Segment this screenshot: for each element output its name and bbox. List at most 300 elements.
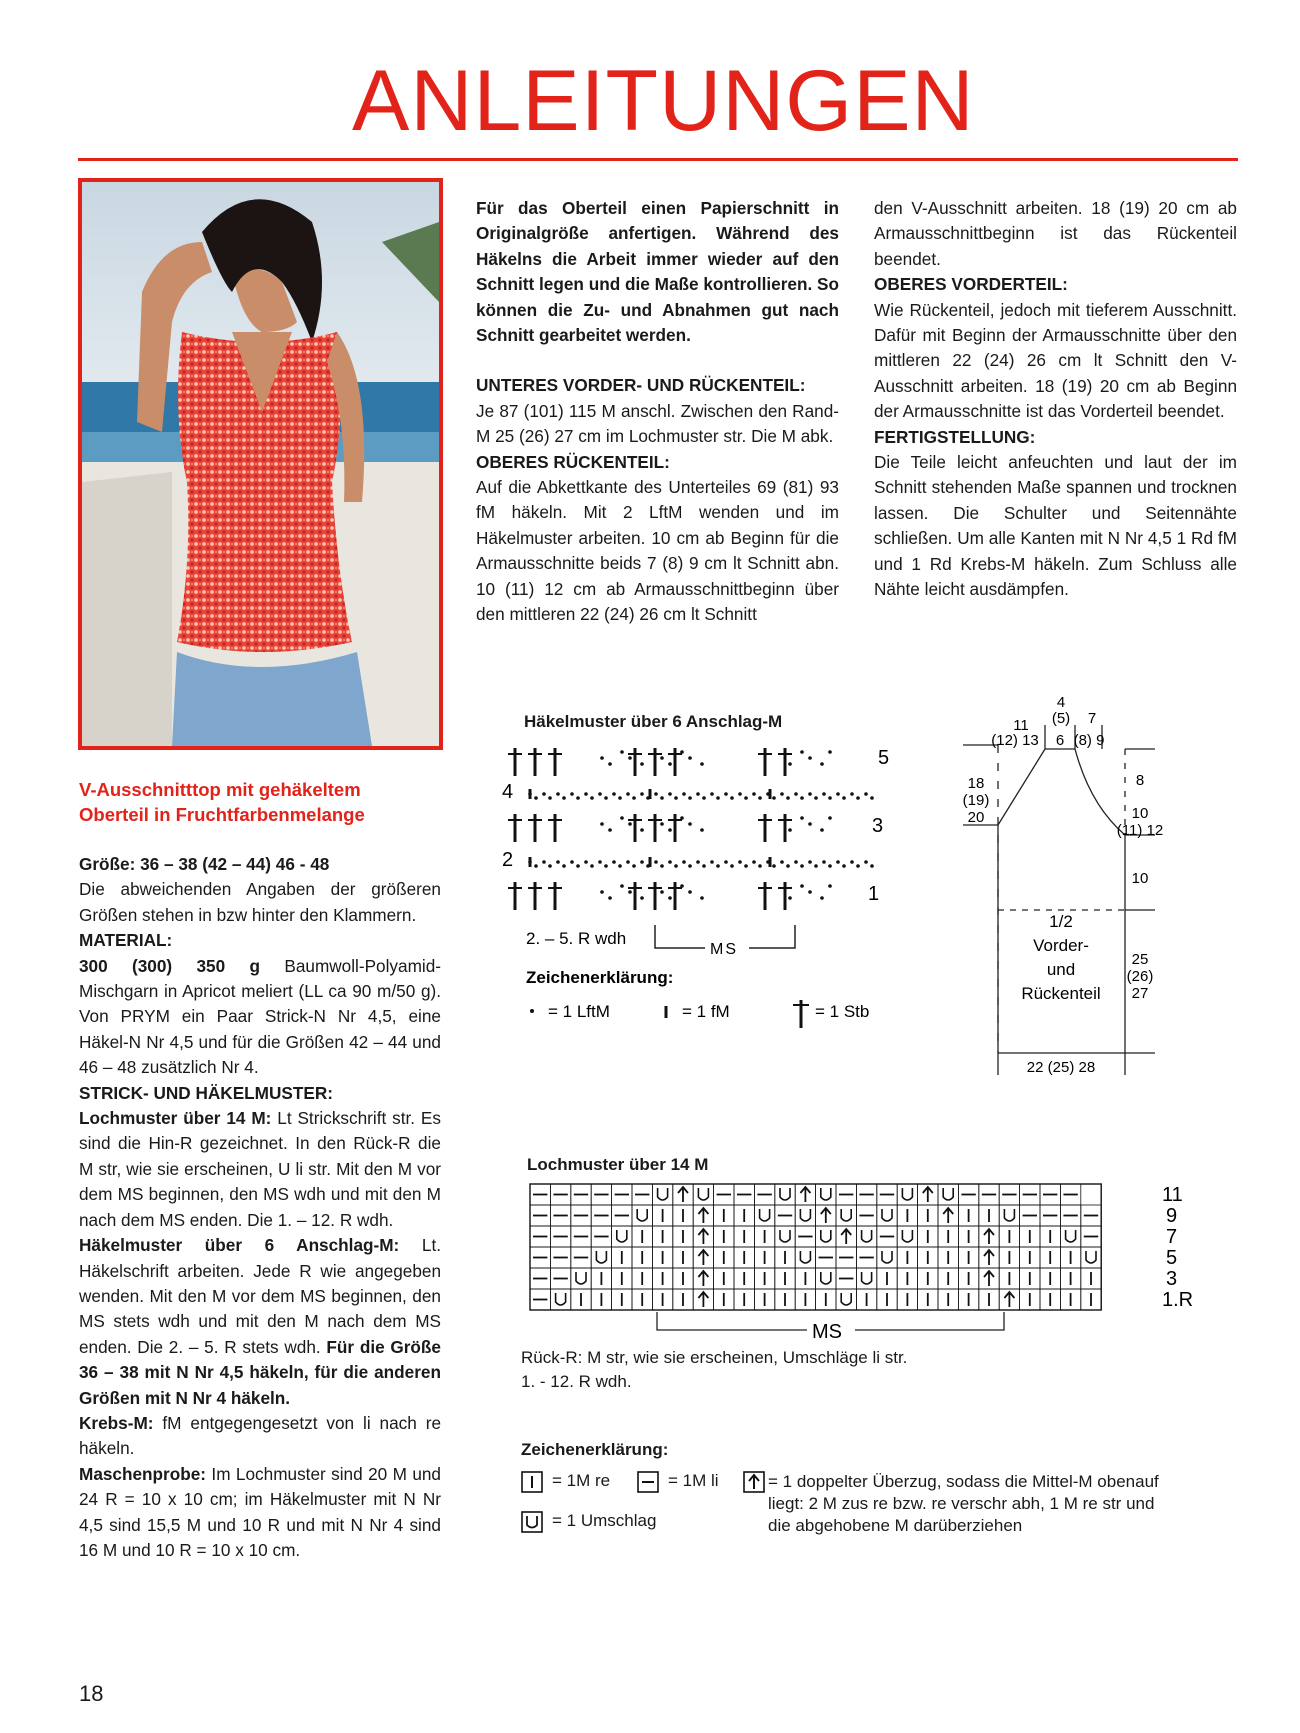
loch-chart-cell bbox=[877, 1247, 897, 1268]
chain-symbol bbox=[600, 890, 604, 894]
loch-chart-cell bbox=[632, 1205, 652, 1226]
chain-symbol bbox=[688, 864, 692, 868]
fertigstellung-heading: FERTIGSTELLUNG: bbox=[874, 426, 1036, 447]
loch-chart-cell bbox=[571, 1268, 591, 1289]
loch-chart-row-labels bbox=[1162, 1184, 1193, 1311]
chain-symbol bbox=[828, 884, 832, 888]
schnitt-label: (8) 9 bbox=[1073, 732, 1105, 749]
loch-chart-cell bbox=[1020, 1184, 1040, 1205]
loch-chart-cell bbox=[836, 1268, 856, 1289]
chain-symbol bbox=[608, 896, 612, 900]
double-crochet-symbol bbox=[548, 814, 562, 842]
chain-symbol bbox=[820, 896, 824, 900]
oberes-vorderteil-heading: OBERES VORDERTEIL: bbox=[874, 274, 1068, 295]
loch-chart-cell bbox=[1020, 1205, 1040, 1226]
loch-chart-cell bbox=[1060, 1184, 1080, 1205]
chain-symbol bbox=[808, 860, 812, 864]
page-title: ANLEITUNGEN bbox=[352, 53, 975, 149]
loch-chart-cell bbox=[714, 1226, 734, 1247]
loch-chart-cell bbox=[1060, 1205, 1080, 1226]
schnitt-label: 7 bbox=[1087, 710, 1097, 727]
chain-symbol bbox=[576, 796, 580, 800]
chain-symbol bbox=[800, 750, 804, 754]
chain-symbol bbox=[604, 864, 608, 868]
chain-symbol bbox=[752, 792, 756, 796]
chain-symbol bbox=[632, 864, 636, 868]
haekel-row-label-3: 3 bbox=[872, 815, 884, 837]
chain-symbol bbox=[612, 792, 616, 796]
loch-chart-cell bbox=[591, 1226, 611, 1247]
loch-chart-cell bbox=[754, 1205, 774, 1226]
chain-symbol bbox=[628, 756, 632, 760]
schnitt-label: (5) bbox=[1051, 710, 1071, 727]
loch-chart-cell bbox=[856, 1247, 876, 1268]
loch-chart-cell bbox=[652, 1184, 672, 1205]
loch-chart-cell bbox=[999, 1268, 1019, 1289]
material-text: Baumwoll-Polyamid-Mischgarn in Apricot meliert (LL ca 90 m/50 g). Von PRYM ein Paar Strick-N Nr 4,5, eine Häkel-N Nr 4,5 und für die Größen 42 – 44 und 46 – 48 zusätzlich Nr 4. bbox=[79, 955, 442, 1078]
loch-chart-cell bbox=[775, 1268, 795, 1289]
double-crochet-symbol bbox=[528, 814, 542, 842]
loch-chart-cell bbox=[877, 1289, 897, 1310]
loch-chart-cell bbox=[897, 1205, 917, 1226]
caption-line: Oberteil in Fruchtfarbenmelange bbox=[79, 804, 365, 825]
chain-symbol bbox=[730, 796, 734, 800]
chain-symbol bbox=[612, 860, 616, 864]
chain-symbol bbox=[870, 864, 874, 868]
double-crochet-symbol bbox=[528, 882, 542, 910]
loch-chart-cell bbox=[1081, 1247, 1101, 1268]
loch-chart-cell bbox=[612, 1289, 632, 1310]
haekel-legend-chain: = 1 LftM bbox=[548, 1002, 610, 1021]
loch-chart-cell bbox=[877, 1205, 897, 1226]
chain-symbol bbox=[828, 750, 832, 754]
chain-symbol bbox=[808, 890, 812, 894]
loch-chart-cell bbox=[550, 1268, 570, 1289]
lochmuster-label: Lochmuster über 14 M: bbox=[79, 1108, 272, 1129]
chain-symbol bbox=[780, 792, 784, 796]
schnitt-label: (11) 12 bbox=[1116, 822, 1164, 839]
haekel-row-label-5: 5 bbox=[878, 747, 890, 769]
loch-chart-cell bbox=[856, 1289, 876, 1310]
loch-chart-cell bbox=[714, 1247, 734, 1268]
krebs-label: Krebs-M: bbox=[79, 1412, 154, 1433]
schnitt-label: 10 bbox=[1131, 805, 1149, 822]
loch-chart-cell bbox=[999, 1226, 1019, 1247]
chain-symbol bbox=[668, 860, 672, 864]
haekel-row-label-2: 2 bbox=[502, 849, 514, 871]
chain-symbol bbox=[780, 860, 784, 864]
loch-chart-cell bbox=[530, 1289, 550, 1310]
loch-chart-cell bbox=[754, 1226, 774, 1247]
chain-symbol bbox=[724, 792, 728, 796]
loch-chart-cell bbox=[612, 1247, 632, 1268]
loch-chart-cell bbox=[816, 1247, 836, 1268]
haekel-row-label-4: 4 bbox=[502, 781, 514, 803]
chain-symbol bbox=[864, 792, 868, 796]
loch-chart-cell bbox=[1040, 1268, 1060, 1289]
chain-symbol bbox=[788, 762, 792, 766]
loch-chart-cell bbox=[1040, 1184, 1060, 1205]
chain-symbol bbox=[668, 762, 672, 766]
chain-symbol bbox=[674, 796, 678, 800]
chain-symbol bbox=[668, 792, 672, 796]
loch-chart-cell bbox=[877, 1184, 897, 1205]
chain-symbol bbox=[794, 860, 798, 864]
schnitt-label: 25 bbox=[1131, 951, 1149, 968]
intro-paragraph: Für das Oberteil einen Papierschnitt in Originalgröße anfertigen. Während des Häkelns die Arbeit immer wieder auf den Schnitt legen und die Maße kontrollieren. So können die Zu- und Abnahmen gut nach Schnitt gearbeitet werden. bbox=[476, 198, 839, 346]
loch-chart-cell bbox=[632, 1247, 652, 1268]
loch-chart-cell bbox=[591, 1268, 611, 1289]
loch-chart-cell bbox=[1020, 1226, 1040, 1247]
loch-chart-cell bbox=[795, 1247, 815, 1268]
chain-symbol bbox=[628, 890, 632, 894]
loch-chart-cell bbox=[652, 1289, 672, 1310]
chain-symbol bbox=[786, 796, 790, 800]
krebs-paragraph bbox=[79, 1411, 441, 1462]
double-crochet-symbol bbox=[758, 748, 772, 776]
loch-chart-cell bbox=[714, 1184, 734, 1205]
double-crochet-symbol bbox=[778, 748, 792, 776]
loch-chart-cell bbox=[979, 1226, 999, 1247]
chain-symbol bbox=[814, 864, 818, 868]
loch-chart-cell bbox=[734, 1226, 754, 1247]
chain-symbol bbox=[744, 864, 748, 868]
pattern-heading: STRICK- UND HÄKELMUSTER: bbox=[79, 1082, 333, 1103]
loch-chart-cell bbox=[571, 1205, 591, 1226]
loch-chart-cell bbox=[775, 1289, 795, 1310]
loch-legend-title: Zeichenerklärung: bbox=[521, 1440, 669, 1459]
loch-chart-cell bbox=[673, 1184, 693, 1205]
legend-purl: = 1M li bbox=[668, 1471, 719, 1490]
loch-chart-cell bbox=[591, 1184, 611, 1205]
schnitt-center: 1/2 bbox=[1049, 912, 1073, 931]
loch-note-1: Rück-R: M str, wie sie erscheinen, Umschläge li str. bbox=[521, 1348, 908, 1367]
unteres-heading: UNTERES VORDER- UND RÜCKENTEIL: bbox=[476, 375, 806, 396]
loch-chart-cell bbox=[754, 1289, 774, 1310]
chain-symbol bbox=[850, 860, 854, 864]
chain-symbol bbox=[696, 860, 700, 864]
chain-symbol bbox=[800, 884, 804, 888]
legend-yarn-over: = 1 Umschlag bbox=[552, 1511, 657, 1530]
chain-symbol bbox=[640, 860, 644, 864]
loch-chart-cell bbox=[612, 1268, 632, 1289]
loch-chart-cell bbox=[958, 1289, 978, 1310]
haekelmuster-paragraph bbox=[79, 1233, 441, 1411]
loch-chart-cell bbox=[958, 1268, 978, 1289]
chain-symbol bbox=[626, 860, 630, 864]
loch-chart-cell bbox=[530, 1226, 550, 1247]
loch-chart-cell bbox=[836, 1205, 856, 1226]
chain-symbol bbox=[788, 896, 792, 900]
chain-symbol bbox=[688, 890, 692, 894]
loch-chart-cell bbox=[632, 1289, 652, 1310]
chain-symbol bbox=[570, 860, 574, 864]
loch-chart-cell bbox=[734, 1289, 754, 1310]
double-crochet-symbol bbox=[628, 748, 642, 776]
chain-symbol bbox=[660, 890, 664, 894]
yarn-over-icon bbox=[522, 1512, 542, 1532]
loch-chart-cell bbox=[693, 1226, 713, 1247]
middle-column bbox=[476, 196, 839, 628]
loch-chart-cell bbox=[673, 1205, 693, 1226]
loch-chart-cell bbox=[714, 1268, 734, 1289]
double-crochet-symbol bbox=[758, 882, 772, 910]
loch-chart-cell bbox=[550, 1247, 570, 1268]
schnitt-outline bbox=[963, 725, 1155, 1075]
chain-symbol bbox=[556, 860, 560, 864]
chain-symbol bbox=[738, 792, 742, 796]
chain-symbol bbox=[548, 796, 552, 800]
chain-symbol bbox=[534, 864, 538, 868]
loch-note-2: 1. - 12. R wdh. bbox=[521, 1372, 632, 1391]
chain-symbol bbox=[814, 796, 818, 800]
loch-chart-cell bbox=[897, 1247, 917, 1268]
krebs-text: fM entgegengesetzt von li nach re häkeln. bbox=[79, 1412, 441, 1459]
chain-symbol bbox=[864, 860, 868, 864]
maschenprobe-paragraph bbox=[79, 1462, 441, 1564]
loch-chart-cell bbox=[693, 1289, 713, 1310]
double-crochet-symbol bbox=[648, 814, 662, 842]
material-heading: MATERIAL: bbox=[79, 930, 173, 951]
haekel-ms-label: MS bbox=[710, 941, 738, 958]
chain-symbol bbox=[836, 860, 840, 864]
chain-symbol bbox=[674, 864, 678, 868]
loch-chart-cell bbox=[673, 1268, 693, 1289]
haekel-legend-title: Zeichenerklärung: bbox=[526, 968, 674, 987]
schnitt-label: (26) bbox=[1126, 968, 1154, 985]
chain-symbol bbox=[618, 864, 622, 868]
chain-symbol bbox=[668, 896, 672, 900]
loch-chart-cell bbox=[652, 1268, 672, 1289]
double-crochet-symbol bbox=[628, 814, 642, 842]
loch-chart-cell bbox=[897, 1268, 917, 1289]
purl-stitch-icon bbox=[638, 1472, 658, 1492]
schnitt-label: (12) 13 bbox=[991, 732, 1039, 749]
page-number: 18 bbox=[79, 1681, 104, 1706]
chain-symbol bbox=[660, 796, 664, 800]
double-crochet-symbol bbox=[668, 882, 682, 910]
schnitt-label: 20 bbox=[967, 809, 985, 826]
loch-row-label: 9 bbox=[1166, 1205, 1178, 1227]
loch-chart-cell bbox=[775, 1247, 795, 1268]
chain-symbol bbox=[820, 828, 824, 832]
chain-symbol bbox=[772, 796, 776, 800]
loch-chart-cell bbox=[1040, 1247, 1060, 1268]
loch-row-label: 7 bbox=[1166, 1226, 1178, 1248]
chain-symbol bbox=[608, 762, 612, 766]
loch-chart-cell bbox=[734, 1184, 754, 1205]
loch-chart-cell bbox=[1020, 1268, 1040, 1289]
chain-symbol bbox=[828, 864, 832, 868]
loch-chart-cell bbox=[836, 1226, 856, 1247]
chain-symbol bbox=[716, 864, 720, 868]
schnitt-label: 18 bbox=[967, 775, 985, 792]
loch-chart-cell bbox=[816, 1268, 836, 1289]
loch-chart-cell bbox=[979, 1268, 999, 1289]
chain-symbol bbox=[744, 796, 748, 800]
loch-chart-cell bbox=[1060, 1226, 1080, 1247]
chain-symbol bbox=[800, 864, 804, 868]
loch-chart-cell bbox=[958, 1247, 978, 1268]
loch-chart-cell bbox=[775, 1226, 795, 1247]
loch-chart-cell bbox=[652, 1205, 672, 1226]
chain-symbol bbox=[620, 884, 624, 888]
schnitt-center: Rückenteil bbox=[1021, 984, 1101, 1003]
material-paragraph bbox=[79, 954, 441, 1081]
double-crochet-symbol bbox=[648, 748, 662, 776]
double-crochet-symbol bbox=[628, 882, 642, 910]
double-crochet-symbol bbox=[668, 748, 682, 776]
loch-chart-cell bbox=[571, 1226, 591, 1247]
loch-row-label: 1.R bbox=[1162, 1289, 1194, 1311]
chain-symbol bbox=[710, 860, 714, 864]
right-column bbox=[874, 196, 1237, 603]
fertigstellung-text: Die Teile leicht anfeuchten und laut der im Schnitt stehenden Maße spannen und trocknen lassen. Die Schulter und Seitennähte schließen. Um alle Kanten mit N Nr 4,5 1 Rd fM und 1 Rd Krebs-M häkeln. Zum Schluss alle Nähte leicht ausdämpfen. bbox=[874, 452, 1237, 600]
loch-chart-cell bbox=[918, 1205, 938, 1226]
chain-symbol bbox=[534, 796, 538, 800]
loch-chart-cell bbox=[795, 1205, 815, 1226]
loch-ms-label: MS bbox=[812, 1321, 842, 1342]
chain-symbol bbox=[724, 860, 728, 864]
chain-symbol bbox=[702, 796, 706, 800]
loch-chart-cell bbox=[734, 1205, 754, 1226]
loch-chart-cell bbox=[734, 1247, 754, 1268]
double-crochet-symbol bbox=[758, 814, 772, 842]
chain-symbol bbox=[696, 792, 700, 796]
loch-chart-cell bbox=[999, 1247, 1019, 1268]
maschenprobe-text: Im Lochmuster sind 20 M und 24 R = 10 x 10 cm; im Häkelmuster mit N Nr 4,5 sind 15,5 M und 10 R und mit N Nr 4 sind 16 M und 10 R = 10 x 10 cm. bbox=[79, 1463, 441, 1560]
chain-symbol bbox=[856, 864, 860, 868]
chain-symbol bbox=[584, 792, 588, 796]
chain-symbol bbox=[598, 860, 602, 864]
loch-chart-cell bbox=[856, 1268, 876, 1289]
chain-symbol bbox=[600, 822, 604, 826]
chain-symbol bbox=[682, 792, 686, 796]
size-label: Größe: 36 – 38 (42 – 44) 46 - 48 bbox=[79, 854, 330, 874]
loch-chart-cell bbox=[775, 1205, 795, 1226]
chain-symbol bbox=[640, 762, 644, 766]
loch-chart-cell bbox=[550, 1289, 570, 1310]
loch-chart-cell bbox=[938, 1289, 958, 1310]
chain-symbol bbox=[640, 828, 644, 832]
chain-symbol bbox=[620, 750, 624, 754]
loch-chart-cell bbox=[1040, 1205, 1060, 1226]
loch-chart-cell bbox=[918, 1289, 938, 1310]
loch-chart bbox=[522, 1182, 1222, 1342]
haekel-legend-stb: = 1 Stb bbox=[815, 1002, 870, 1021]
loch-chart-grid bbox=[530, 1184, 1101, 1310]
chain-symbol bbox=[870, 796, 874, 800]
haekel-repeat-note: 2. – 5. R wdh bbox=[526, 929, 627, 948]
loch-chart-cell bbox=[958, 1205, 978, 1226]
loch-chart-cell bbox=[775, 1184, 795, 1205]
chain-symbol bbox=[702, 864, 706, 868]
haekelmuster-size-note: Für die Größe 36 – 38 mit N Nr 4,5 häkeln, für die anderen Größen mit N Nr 4 häkeln. bbox=[79, 1336, 441, 1408]
schnitt-diagram bbox=[955, 685, 1195, 1075]
chain-symbol bbox=[822, 860, 826, 864]
loch-chart-cell bbox=[856, 1184, 876, 1205]
chain-symbol bbox=[788, 828, 792, 832]
chain-symbol bbox=[682, 860, 686, 864]
haekel-chart-symbols bbox=[508, 748, 874, 910]
schnitt-label: 4 bbox=[1056, 694, 1066, 711]
loch-chart-cell bbox=[836, 1247, 856, 1268]
chain-symbol bbox=[850, 792, 854, 796]
double-crochet-symbol bbox=[778, 814, 792, 842]
chain-symbol bbox=[700, 828, 704, 832]
double-crochet-symbol bbox=[548, 748, 562, 776]
schnitt-label: 27 bbox=[1131, 985, 1149, 1002]
chain-symbol bbox=[822, 792, 826, 796]
chain-symbol bbox=[620, 816, 624, 820]
loch-chart-cell bbox=[877, 1268, 897, 1289]
schnitt-label: 10 bbox=[1131, 870, 1149, 887]
loch-chart-cell bbox=[897, 1184, 917, 1205]
chain-symbol bbox=[660, 822, 664, 826]
loch-chart-cell bbox=[979, 1289, 999, 1310]
loch-chart-cell bbox=[693, 1247, 713, 1268]
loch-chart-cell bbox=[999, 1289, 1019, 1310]
chain-symbol bbox=[752, 860, 756, 864]
chain-symbol bbox=[548, 864, 552, 868]
loch-chart-cell bbox=[1020, 1247, 1040, 1268]
loch-chart-cell bbox=[1081, 1226, 1101, 1247]
chain-symbol bbox=[660, 864, 664, 868]
chain-symbol bbox=[842, 864, 846, 868]
loch-chart-cell bbox=[856, 1226, 876, 1247]
loch-chart-cell bbox=[979, 1247, 999, 1268]
loch-chart-cell bbox=[938, 1226, 958, 1247]
legend-double-decrease-line: = 1 doppelter Überzug, sodass die Mittel-M obenauf bbox=[768, 1472, 1159, 1491]
loch-chart-cell bbox=[632, 1226, 652, 1247]
loch-chart-cell bbox=[836, 1184, 856, 1205]
loch-chart-cell bbox=[938, 1247, 958, 1268]
schnitt-label: (19) bbox=[962, 792, 990, 809]
caption-line: V-Ausschnitttop mit gehäkeltem bbox=[79, 779, 361, 800]
chain-symbol bbox=[598, 792, 602, 796]
chain-symbol bbox=[680, 750, 684, 754]
model-photo bbox=[78, 178, 443, 750]
chain-symbol bbox=[680, 884, 684, 888]
legend-double-decrease-line: liegt: 2 M zus re bzw. re verschr abh, 1 M re str und bbox=[768, 1494, 1155, 1513]
loch-chart-cell bbox=[754, 1184, 774, 1205]
maschenprobe-label: Maschenprobe: bbox=[79, 1463, 207, 1484]
double-crochet-symbol bbox=[508, 814, 522, 842]
chain-symbol bbox=[542, 792, 546, 796]
schnitt-center: Vorder- bbox=[1033, 936, 1089, 955]
loch-chart-cell bbox=[652, 1226, 672, 1247]
schnitt-bottom: 22 (25) 28 bbox=[1026, 1059, 1096, 1075]
double-decrease-icon bbox=[742, 1470, 768, 1496]
loch-row-label: 5 bbox=[1166, 1247, 1178, 1269]
chain-symbol bbox=[836, 792, 840, 796]
unteres-text: Je 87 (101) 115 M anschl. Zwischen den Rand-M 25 (26) 27 cm im Lochmuster str. Die M abk. bbox=[476, 400, 839, 447]
schnitt-center: und bbox=[1046, 960, 1076, 979]
loch-chart-cell bbox=[571, 1289, 591, 1310]
haekelmuster-label: Häkelmuster über 6 Anschlag-M: bbox=[79, 1235, 400, 1256]
chain-symbol bbox=[856, 796, 860, 800]
chain-symbol bbox=[808, 756, 812, 760]
loch-chart-cell bbox=[754, 1268, 774, 1289]
size-note: Die abweichenden Angaben der größeren Größen stehen in bzw hinter den Klammern. bbox=[79, 879, 441, 925]
loch-chart-cell bbox=[836, 1289, 856, 1310]
loch-chart-cell bbox=[999, 1205, 1019, 1226]
loch-chart-cell bbox=[958, 1226, 978, 1247]
loch-chart-cell bbox=[714, 1205, 734, 1226]
chain-symbol bbox=[828, 816, 832, 820]
chain-symbol bbox=[700, 896, 704, 900]
loch-chart-cell bbox=[673, 1247, 693, 1268]
